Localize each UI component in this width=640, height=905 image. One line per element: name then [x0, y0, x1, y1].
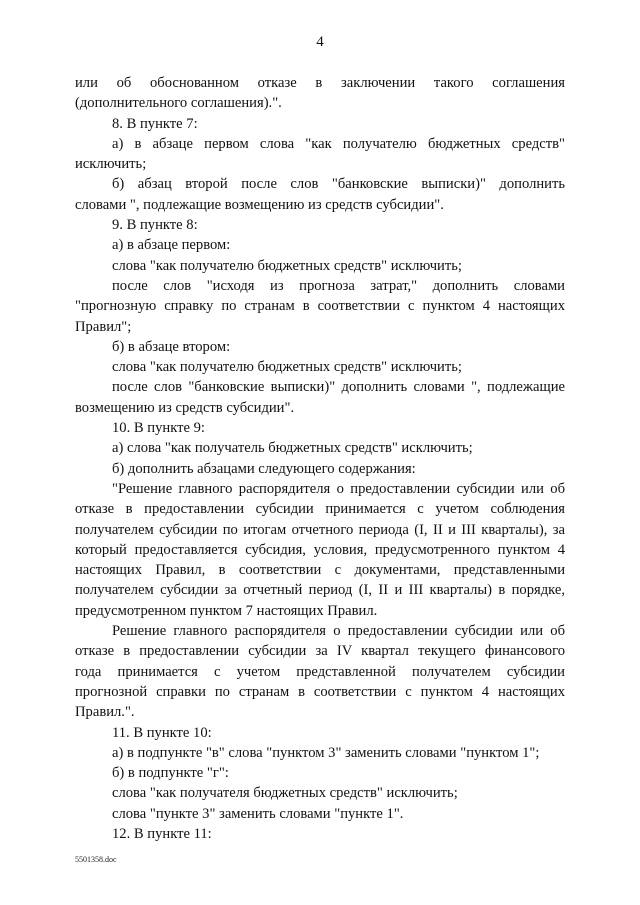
- page-number: 4: [316, 34, 324, 50]
- text-line: года принимается с учетом представленной получателем субсидии: [75, 663, 565, 680]
- text-line: возмещению из средств субсидии".: [75, 399, 295, 416]
- text-line: Решение главного распорядителя о предоставлении субсидии или об: [112, 623, 565, 640]
- text-line: а) в абзаце первом слова "как получателю бюджетных средств": [112, 135, 565, 152]
- text-line: б) дополнить абзацами следующего содержания:: [112, 460, 416, 477]
- text-line: отказе в предоставлении субсидии за IV квартал текущего финансового: [75, 643, 565, 660]
- text-line: после слов "банковские выписки)" дополнить словами ", подлежащие: [112, 379, 565, 396]
- text-line: настоящих Правил, в соответствии с документами, представленными: [75, 562, 565, 579]
- text-line: "Решение главного распорядителя о предоставлении субсидии или об: [112, 480, 565, 497]
- text-line: слова "как получателю бюджетных средств" исключить;: [112, 257, 462, 274]
- text-line: получателем субсидии по итогам отчетного периода (I, II и III кварталы), за: [75, 521, 565, 538]
- text-line: получателем субсидии за отчетный период (I, II и III кварталы) в порядке,: [75, 582, 565, 599]
- text-line: б) в абзаце втором:: [112, 338, 231, 355]
- text-line: б) абзац второй после слов "банковские выписки)" дополнить: [112, 176, 565, 193]
- text-line: 12. В пункте 11:: [112, 825, 212, 842]
- text-line: а) слова "как получатель бюджетных средств" исключить;: [112, 440, 473, 457]
- footer-filename: 5501358.doc: [75, 855, 117, 864]
- text-line: предусмотренном пунктом 7 настоящих Правил.: [75, 602, 378, 619]
- text-line: слова "пункте 3" заменить словами "пункте 1".: [112, 805, 404, 822]
- text-line: а) в подпункте "в" слова "пунктом 3" заменить словами "пунктом 1";: [112, 744, 540, 761]
- text-line: Правил.".: [75, 704, 135, 721]
- text-line: слова "как получателя бюджетных средств" исключить;: [112, 785, 458, 802]
- text-line: 9. В пункте 8:: [112, 217, 198, 234]
- text-line: который предоставляется субсидия, условия, предусмотренного пунктом 4: [75, 541, 565, 558]
- text-line: или об обоснованном отказе в заключении такого соглашения: [75, 75, 565, 91]
- text-line: словами ", подлежащие возмещению из средств субсидии".: [75, 196, 444, 213]
- text-line: 8. В пункте 7:: [112, 115, 198, 132]
- text-line: исключить;: [75, 156, 147, 173]
- text-line: (дополнительного соглашения).".: [75, 95, 282, 112]
- text-line: б) в подпункте "г":: [112, 765, 229, 782]
- text-line: 11. В пункте 10:: [112, 724, 212, 741]
- text-line: прогнозной справки по странам в соответствии с пунктом 4 настоящих: [75, 683, 565, 700]
- text-line: а) в абзаце первом:: [112, 237, 231, 254]
- text-line: отказе в предоставлении субсидии принимается с учетом соблюдения: [75, 501, 565, 518]
- text-line: Правил";: [75, 318, 132, 335]
- document-body: [75, 73, 565, 844]
- text-line: "прогнозную справку по странам в соответствии с пунктом 4 настоящих: [75, 298, 565, 315]
- text-line: слова "как получателю бюджетных средств" исключить;: [112, 359, 462, 376]
- text-line: 10. В пункте 9:: [112, 420, 205, 437]
- text-line: после слов "исходя из прогноза затрат," дополнить словами: [112, 277, 565, 294]
